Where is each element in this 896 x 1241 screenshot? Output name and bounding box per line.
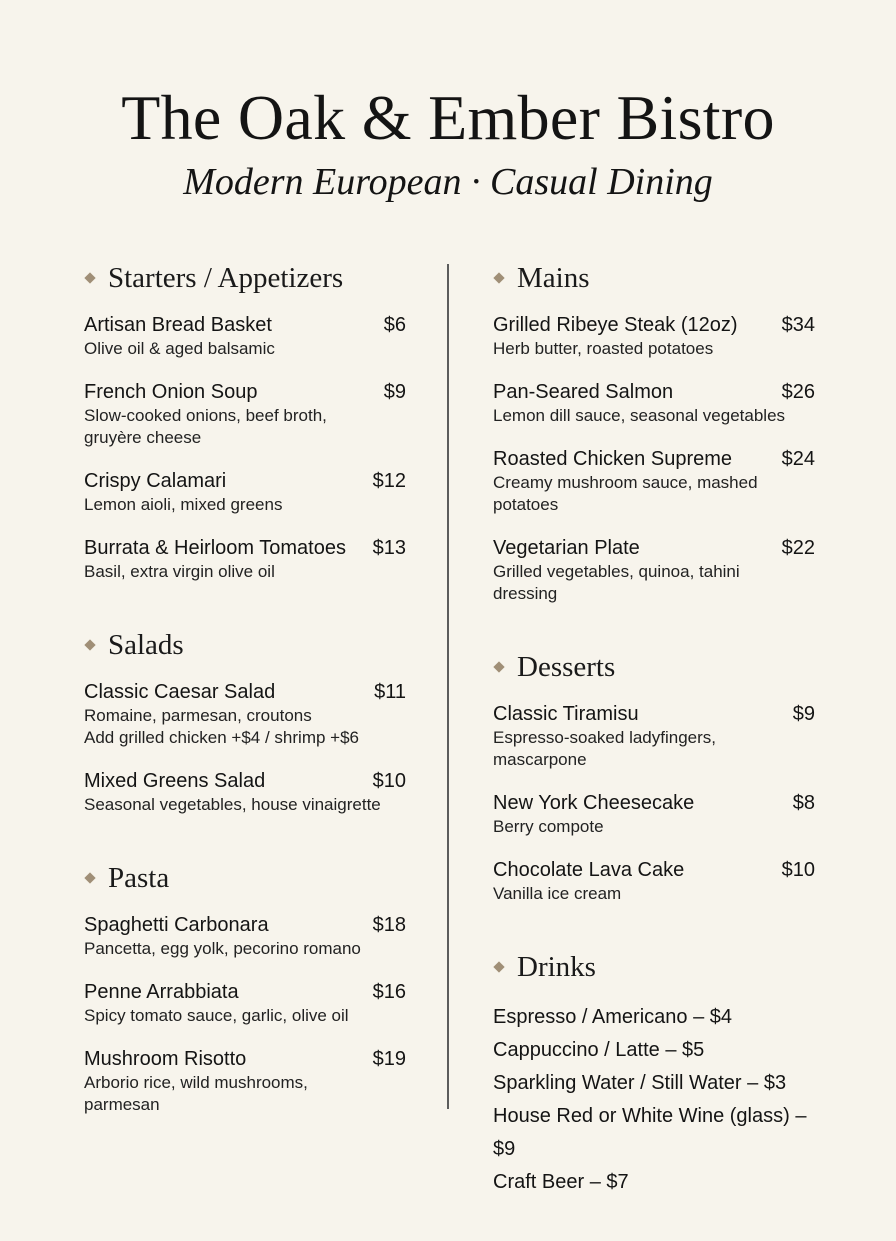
item-name: Vegetarian Plate: [493, 537, 640, 559]
item-description: Romaine, parmesan, croutons: [84, 706, 312, 725]
section-mains: [493, 258, 815, 605]
menu-item: [84, 312, 406, 360]
item-price: $22: [781, 537, 815, 559]
section-salads: [84, 625, 406, 816]
drink-item: Espresso / Americano – $4: [493, 1006, 733, 1028]
item-name: French Onion Soup: [84, 381, 258, 403]
drink-item: Craft Beer – $7: [493, 1171, 629, 1193]
item-name: Burrata & Heirloom Tomatoes: [84, 537, 346, 559]
diamond-bullet-icon: [493, 961, 504, 972]
item-name: Pan-Seared Salmon: [493, 381, 674, 403]
item-name: New York Cheesecake: [493, 792, 695, 814]
item-description: Grilled vegetables, quinoa, tahini dressing: [493, 562, 740, 603]
menu-right-column: [493, 258, 815, 1241]
item-price: $26: [781, 381, 815, 403]
item-addon-note: Add grilled chicken +$4 / shrimp +$6: [84, 728, 359, 747]
item-name: Roasted Chicken Supreme: [493, 448, 733, 470]
item-description: Berry compote: [493, 817, 604, 836]
menu-item: [493, 535, 815, 605]
item-description: Basil, extra virgin olive oil: [84, 562, 275, 581]
item-name: Spaghetti Carbonara: [84, 914, 269, 936]
menu-item: [84, 912, 406, 960]
item-description: Pancetta, egg yolk, pecorino romano: [84, 939, 361, 958]
menu-item: [493, 790, 815, 838]
item-name: Classic Tiramisu: [493, 703, 639, 725]
section-drinks: [493, 947, 815, 1199]
diamond-bullet-icon: [84, 872, 95, 883]
menu-item: [493, 701, 815, 771]
item-description: Vanilla ice cream: [493, 884, 622, 903]
menu-item: [493, 312, 815, 360]
section-title: Salads: [108, 629, 184, 661]
item-price: $11: [374, 681, 406, 703]
item-price: $19: [372, 1048, 406, 1070]
section-header: [84, 258, 406, 298]
diamond-bullet-icon: [84, 639, 95, 650]
section-title: Drinks: [517, 951, 596, 983]
menu-item: [84, 535, 406, 583]
item-name: Chocolate Lava Cake: [493, 859, 685, 881]
section-header: [84, 858, 406, 898]
item-price: $16: [372, 981, 406, 1003]
menu-left-column: [84, 258, 406, 1158]
diamond-bullet-icon: [493, 661, 504, 672]
section-header: [493, 258, 815, 298]
item-price: $9: [383, 381, 406, 403]
item-description: Spicy tomato sauce, garlic, olive oil: [84, 1006, 349, 1025]
item-price: $10: [781, 859, 815, 881]
item-name: Mixed Greens Salad: [84, 770, 266, 792]
menu-item: [84, 468, 406, 516]
item-price: $13: [372, 537, 406, 559]
item-description: Creamy mushroom sauce, mashed potatoes: [493, 473, 758, 514]
item-description: Lemon aioli, mixed greens: [84, 495, 283, 514]
item-price: $8: [792, 792, 815, 814]
column-divider: [447, 264, 449, 1109]
section-title: Pasta: [108, 862, 170, 894]
menu-item: [84, 379, 406, 449]
item-name: Mushroom Risotto: [84, 1048, 247, 1070]
item-name: Crispy Calamari: [84, 470, 227, 492]
menu-item: [84, 679, 406, 749]
restaurant-subtitle: Modern European · Casual Dining: [183, 161, 713, 203]
item-name: Classic Caesar Salad: [84, 681, 276, 703]
item-price: $18: [372, 914, 406, 936]
menu-item: [84, 768, 406, 816]
section-starters: [84, 258, 406, 583]
item-description: Lemon dill sauce, seasonal vegetables: [493, 406, 786, 425]
menu-item: [493, 857, 815, 905]
item-price: $24: [781, 448, 815, 470]
item-description: Arborio rice, wild mushrooms, parmesan: [84, 1073, 308, 1114]
section-title: Desserts: [517, 651, 616, 683]
section-title: Mains: [517, 262, 590, 294]
item-name: Artisan Bread Basket: [84, 314, 272, 336]
drink-item: Sparkling Water / Still Water – $3: [493, 1072, 787, 1094]
menu-item: [493, 379, 815, 427]
item-description: Espresso-soaked ladyfingers, mascarpone: [493, 728, 717, 769]
section-title: Starters / Appetizers: [108, 262, 344, 294]
section-header: [84, 625, 406, 665]
diamond-bullet-icon: [84, 272, 95, 283]
item-price: $9: [792, 703, 815, 725]
item-description: Seasonal vegetables, house vinaigrette: [84, 795, 381, 814]
item-name: Penne Arrabbiata: [84, 981, 239, 1003]
section-header: [493, 647, 815, 687]
menu-item: [84, 979, 406, 1027]
diamond-bullet-icon: [493, 272, 504, 283]
drink-item: Cappuccino / Latte – $5: [493, 1039, 705, 1061]
menu-header: [0, 82, 896, 204]
drink-item: House Red or White Wine (glass) – $9: [493, 1105, 807, 1160]
section-desserts: [493, 647, 815, 905]
item-description: Slow-cooked onions, beef broth, gruyère cheese: [84, 406, 327, 447]
menu-item: [84, 1046, 406, 1116]
section-pasta: [84, 858, 406, 1116]
restaurant-title: The Oak & Ember Bistro: [121, 82, 775, 153]
item-price: $34: [781, 314, 815, 336]
item-description: Herb butter, roasted potatoes: [493, 339, 714, 358]
item-description: Olive oil & aged balsamic: [84, 339, 275, 358]
item-price: $6: [383, 314, 406, 336]
item-name: Grilled Ribeye Steak (12oz): [493, 314, 738, 336]
section-header: [493, 947, 815, 987]
item-price: $10: [372, 770, 406, 792]
item-price: $12: [372, 470, 406, 492]
menu-item: [493, 446, 815, 516]
